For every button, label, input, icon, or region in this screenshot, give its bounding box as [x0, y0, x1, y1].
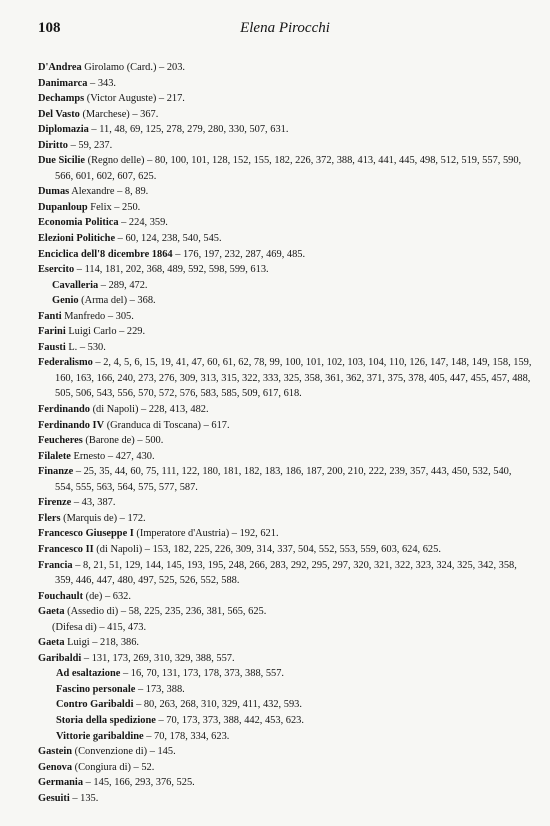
- index-entry: [38, 340, 532, 356]
- entry-page-numbers: – 60, 124, 238, 540, 545.: [115, 233, 222, 245]
- entry-page-numbers: – 192, 621.: [229, 528, 279, 540]
- entry-qualifier: Girolamo (Card.): [81, 62, 157, 73]
- index-entry: [38, 138, 532, 154]
- index-subentry: [38, 697, 532, 713]
- index-entry: [38, 433, 532, 449]
- entry-term: Diritto: [38, 139, 69, 151]
- entry-page-numbers: – 203.: [156, 62, 185, 73]
- entry-term: Due Sicilie: [38, 155, 86, 167]
- index-entry: [38, 589, 532, 605]
- entry-term: Farini: [38, 326, 66, 338]
- entry-qualifier: Alexandre: [69, 186, 115, 198]
- entry-term: Gastein: [38, 746, 73, 758]
- entry-term: Elezioni Politiche: [38, 233, 116, 245]
- entry-page-numbers: – 16, 70, 131, 173, 178, 373, 388, 557.: [120, 668, 285, 680]
- page-number: 108: [38, 20, 61, 36]
- entry-qualifier: L.: [65, 341, 78, 353]
- entry-term: Flers: [38, 512, 61, 524]
- entry-page-numbers: – 617.: [201, 419, 230, 431]
- entry-term: Gaeta: [38, 606, 65, 618]
- entry-qualifier: (Regno delle): [85, 155, 145, 167]
- index-entry: [38, 215, 532, 231]
- entry-page-numbers: – 43, 387.: [71, 497, 116, 509]
- index-entry: [38, 231, 532, 247]
- entry-term: Federalismo: [38, 357, 93, 369]
- entry-page-numbers: – 80, 263, 268, 310, 329, 411, 432, 593.: [133, 699, 302, 711]
- entry-page-numbers: – 229.: [116, 326, 146, 338]
- entry-page-numbers: – 305.: [105, 310, 134, 322]
- index-entry: [38, 744, 532, 760]
- index-list: [38, 60, 532, 806]
- index-entry: [38, 635, 532, 651]
- entry-qualifier: (Arma del): [78, 295, 128, 307]
- entry-term: Firenze: [38, 497, 72, 509]
- entry-page-numbers: – 530.: [77, 341, 106, 353]
- entry-page-numbers: – 70, 173, 373, 388, 442, 453, 623.: [155, 714, 304, 726]
- entry-qualifier: (Granduca di Toscana): [104, 419, 201, 431]
- index-entry: [38, 495, 532, 511]
- index-entry: [38, 775, 532, 791]
- index-entry: [38, 402, 532, 418]
- index-entry: [38, 107, 532, 123]
- running-title: Elena Pirocchi: [240, 20, 330, 36]
- entry-term: Enciclica dell'8 dicembre 1864: [38, 248, 173, 260]
- entry-term: Finanze: [38, 466, 74, 478]
- entry-term: Storia della spedizione: [56, 714, 156, 726]
- entry-term: Francesco Giuseppe I: [38, 528, 134, 540]
- entry-page-numbers: – 250.: [111, 201, 141, 213]
- index-entry: [38, 760, 532, 776]
- index-entry: [38, 418, 532, 434]
- index-entry: [38, 651, 532, 667]
- entry-page-numbers: – 173, 388.: [135, 683, 185, 695]
- entry-qualifier: (Congiura di): [72, 761, 131, 773]
- entry-qualifier: (Assedio di): [64, 606, 119, 618]
- entry-term: Francesco II: [38, 543, 94, 555]
- entry-qualifier: (di Napoli): [93, 543, 143, 555]
- index-subentry: [38, 620, 532, 636]
- entry-term: Fanti: [38, 310, 62, 322]
- entry-page-numbers: – 58, 225, 235, 236, 381, 565, 625.: [118, 606, 267, 618]
- index-subentry: [38, 729, 532, 745]
- index-entry: [38, 200, 532, 216]
- entry-term: Fouchault: [38, 590, 84, 602]
- entry-qualifier: (Convenzione di): [72, 746, 148, 758]
- entry-page-numbers: – 8, 21, 51, 129, 144, 145, 193, 195, 248, 266, 283, 292, 295, 297, 320, 321, 322, 323, 324, 325, 342, 358, 359, 446, 447, 480, 497, 525, 526, 552, 588.: [55, 559, 517, 587]
- index-entry: [38, 184, 532, 200]
- entry-qualifier: (Imperatore d'Austria): [133, 528, 230, 540]
- entry-term: Dupanloup: [38, 201, 88, 213]
- entry-term: Gaeta: [38, 637, 65, 649]
- index-subentry: [38, 278, 532, 294]
- entry-page-numbers: – 70, 178, 334, 623.: [143, 730, 230, 742]
- index-entry: [38, 76, 532, 92]
- index-subentry: [38, 293, 532, 309]
- index-entry: [38, 791, 532, 807]
- entry-term: Ferdinando: [38, 404, 90, 416]
- entry-page-numbers: – 145, 166, 293, 376, 525.: [83, 777, 195, 789]
- entry-qualifier: (Difesa di): [52, 621, 97, 633]
- entry-term: Garibaldi: [38, 652, 82, 664]
- index-entry: [38, 60, 532, 76]
- index-entry: [38, 324, 532, 340]
- entry-page-numbers: – 217.: [156, 93, 185, 105]
- entry-term: Cavalleria: [52, 279, 99, 291]
- entry-page-numbers: – 368.: [127, 295, 156, 307]
- entry-term: Feucheres: [38, 435, 83, 447]
- entry-page-numbers: – 114, 181, 202, 368, 489, 592, 598, 599, 613.: [74, 264, 269, 276]
- entry-term: Contro Garibaldi: [56, 699, 134, 711]
- entry-page-numbers: – 131, 173, 269, 310, 329, 388, 557.: [81, 652, 235, 664]
- entry-page-numbers: – 52.: [130, 761, 155, 773]
- entry-term: Ferdinando IV: [38, 419, 105, 431]
- entry-page-numbers: – 59, 237.: [68, 139, 113, 151]
- index-entry: [38, 464, 532, 495]
- entry-qualifier: Luigi Carlo: [65, 326, 117, 338]
- entry-qualifier: (Barone de): [82, 435, 135, 447]
- index-entry: [38, 262, 532, 278]
- entry-page-numbers: – 224, 359.: [118, 217, 168, 229]
- index-entry: [38, 247, 532, 263]
- entry-qualifier: (Marchese): [79, 108, 130, 120]
- entry-page-numbers: – 367.: [129, 108, 159, 120]
- entry-term: Genova: [38, 761, 73, 773]
- entry-page-numbers: – 80, 100, 101, 128, 152, 155, 182, 226, 372, 388, 413, 441, 445, 498, 512, 519, 557, 590, 566, 601, 602, 607, 625.: [55, 155, 522, 182]
- entry-page-numbers: – 218, 386.: [89, 637, 140, 649]
- entry-page-numbers: – 11, 48, 69, 125, 278, 279, 280, 330, 507, 631.: [88, 124, 289, 136]
- entry-page-numbers: – 289, 472.: [98, 279, 148, 291]
- entry-page-numbers: – 176, 197, 232, 287, 469, 485.: [172, 248, 306, 260]
- entry-page-numbers: – 632.: [102, 590, 131, 602]
- entry-page-numbers: – 427, 430.: [105, 450, 155, 462]
- entry-term: Del Vasto: [38, 108, 80, 120]
- index-entry: [38, 355, 532, 402]
- entry-page-numbers: – 2, 4, 5, 6, 15, 19, 41, 47, 60, 61, 62, 78, 99, 100, 101, 102, 103, 104, 110, 126, 147, 148, 149, 158, 159, 160, 163, 166, 240, 273, 276, 309, 313, 315, 322, 333, 325, 358, 361, 362, 371, 375, 378, 405, 447, 455, 457, 488, 505, 506, 543, 556, 570, 572, 576, 583, 585, 509, 617, 618.: [55, 357, 532, 400]
- entry-page-numbers: – 500.: [134, 435, 164, 447]
- page-header: [38, 20, 532, 42]
- index-entry: [38, 153, 532, 184]
- entry-qualifier: (de): [83, 590, 103, 602]
- entry-term: Francia: [38, 559, 73, 571]
- entry-term: Genio: [52, 295, 79, 307]
- index-entry: [38, 511, 532, 527]
- index-subentry: [38, 666, 532, 682]
- entry-page-numbers: – 228, 413, 482.: [138, 404, 209, 416]
- entry-term: Fausti: [38, 341, 66, 353]
- entry-qualifier: Ernesto: [70, 450, 106, 462]
- entry-term: Gesuiti: [38, 792, 70, 804]
- entry-page-numbers: – 25, 35, 44, 60, 75, 111, 122, 180, 181, 182, 183, 186, 187, 200, 210, 222, 239, 357, 443, 450, 532, 540, 554, 555, 563, 564, 575, 577, 587.: [55, 466, 512, 493]
- entry-term: Filalete: [38, 450, 71, 462]
- entry-qualifier: Felix: [87, 201, 112, 213]
- entry-term: Fascino personale: [56, 683, 136, 695]
- entry-page-numbers: – 415, 473.: [96, 621, 147, 633]
- entry-qualifier: (Victor Auguste): [84, 93, 157, 105]
- entry-term: Economia Politica: [38, 217, 119, 229]
- index-entry: [38, 542, 532, 558]
- entry-term: Ad esaltazione: [56, 668, 121, 680]
- entry-term: Vittorie garibaldine: [56, 730, 144, 742]
- entry-term: Danimarca: [38, 77, 88, 89]
- index-subentry: [38, 682, 532, 698]
- entry-page-numbers: – 145.: [147, 746, 176, 758]
- entry-qualifier: Luigi: [64, 637, 90, 649]
- entry-term: Esercito: [38, 264, 75, 276]
- index-entry: [38, 122, 532, 138]
- entry-qualifier: (di Napoli): [89, 404, 139, 416]
- entry-page-numbers: – 153, 182, 225, 226, 309, 314, 337, 504, 552, 553, 559, 603, 624, 625.: [142, 543, 441, 555]
- entry-term: Diplomazia: [38, 124, 89, 136]
- entry-page-numbers: – 343.: [87, 77, 117, 89]
- entry-qualifier: Manfredo: [61, 310, 106, 322]
- entry-page-numbers: – 8, 89.: [114, 186, 149, 198]
- index-entry: [38, 604, 532, 620]
- entry-page-numbers: – 172.: [117, 512, 146, 524]
- entry-page-numbers: – 135.: [69, 792, 99, 804]
- index-entry: [38, 309, 532, 325]
- entry-term: Germania: [38, 777, 84, 789]
- index-entry: [38, 526, 532, 542]
- index-entry: [38, 91, 532, 107]
- entry-term: Dumas: [38, 186, 70, 198]
- entry-qualifier: (Marquis de): [60, 512, 118, 524]
- index-subentry: [38, 713, 532, 729]
- entry-term: D'Andrea: [38, 62, 82, 73]
- index-entry: [38, 558, 532, 589]
- entry-term: Dechamps: [38, 93, 85, 105]
- index-entry: [38, 449, 532, 465]
